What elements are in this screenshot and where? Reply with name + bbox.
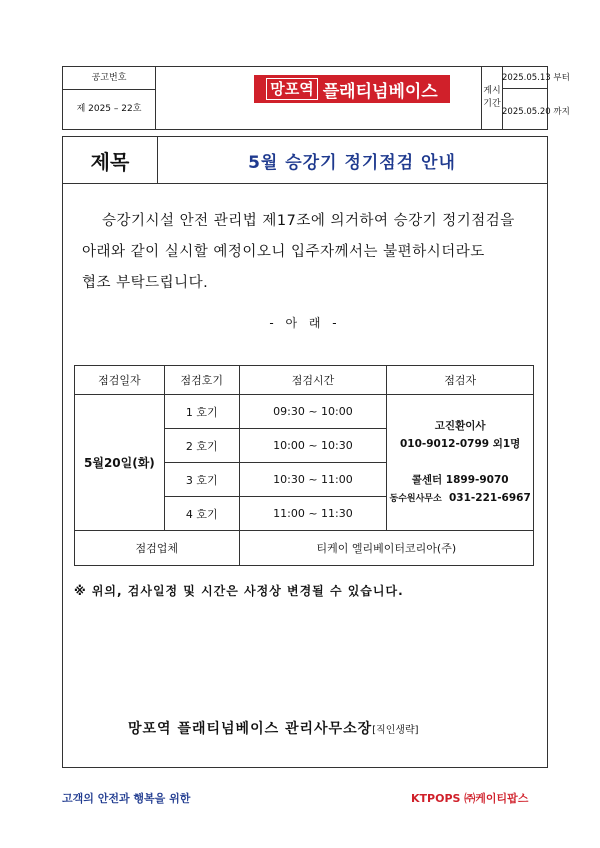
inspector-phone: 010-9012-0799 외1명 <box>399 438 521 450</box>
header-unit: 점검호기 <box>164 366 239 395</box>
notice-number-value: 제 2025 – 22호 <box>76 104 142 114</box>
time-cell: 10:30 ~ 11:00 <box>239 463 387 497</box>
unit-cell: 4 호기 <box>164 497 239 531</box>
footer-company <box>411 790 528 806</box>
schedule-remark: ※ 위의, 검사일정 및 시간은 사정상 변경될 수 있습니다. <box>74 584 404 598</box>
time-cell: 11:00 ~ 11:30 <box>239 497 387 531</box>
inspection-date: 5월20일(화) <box>75 395 165 531</box>
title-box <box>62 136 548 184</box>
footer-brand: KTPOPS <box>411 792 461 805</box>
posting-divider <box>502 88 548 89</box>
paragraph-line: 승강기시설 안전 관리법 제17조에 의거하여 승강기 정기점검을 <box>102 213 515 229</box>
table-header-row <box>75 366 534 395</box>
header-inspector: 점검자 <box>387 366 534 395</box>
title-label: 제목 <box>63 137 158 183</box>
posting-period-label <box>481 67 503 129</box>
inspector-info <box>387 417 533 508</box>
call-center: 콜센터 1899-9070 <box>411 474 509 486</box>
notice-number-label: 공고번호 <box>63 67 155 90</box>
posting-period-values <box>502 67 570 129</box>
stamp-note: [직인생략] <box>372 725 419 736</box>
signature-text: 망포역 플래티넘베이스 관리사무소장 <box>128 721 373 737</box>
building-logo <box>254 75 450 103</box>
table-row <box>75 395 534 429</box>
unit-cell: 2 호기 <box>164 429 239 463</box>
header-time: 점검시간 <box>239 366 387 395</box>
header-date: 점검일자 <box>75 366 165 395</box>
inspector-name: 고진환이사 <box>434 420 486 432</box>
footer-slogan: 고객의 안전과 행복을 위한 <box>62 792 191 805</box>
company-value: 티케이 엘리베이터코리아(주) <box>239 531 533 566</box>
notice-number-cell <box>63 67 156 129</box>
inspector-cell <box>387 395 534 531</box>
logo-text: 플래티넘베이스 <box>322 81 438 102</box>
office-phone: 031-221-6967 <box>449 492 531 504</box>
time-cell: 09:30 ~ 10:00 <box>239 395 387 429</box>
posting-to: 2025.05.20 까지 <box>502 107 570 117</box>
notice-paragraph <box>82 206 542 299</box>
posting-label-line2: 기간 <box>483 99 501 109</box>
logo-badge: 망포역 <box>266 78 317 100</box>
unit-cell: 1 호기 <box>164 395 239 429</box>
inspection-schedule-table <box>74 365 534 566</box>
time-cell: 10:00 ~ 10:30 <box>239 429 387 463</box>
paragraph-line: 협조 부탁드립니다. <box>82 275 209 291</box>
logo-area <box>156 67 481 129</box>
notice-header <box>62 66 570 130</box>
unit-cell: 3 호기 <box>164 463 239 497</box>
signature-line <box>128 718 419 738</box>
footer-company-name: ㈜케이티팝스 <box>464 792 529 805</box>
posting-label-line1: 게시 <box>483 86 501 96</box>
posting-from: 2025.05.13 부터 <box>502 73 570 83</box>
branch-office <box>387 489 533 508</box>
company-row <box>75 531 534 566</box>
notice-title: 5월 승강기 정기점검 안내 <box>248 152 456 173</box>
company-label: 점검업체 <box>75 531 240 566</box>
below-marker: - 아 래 - <box>269 316 341 330</box>
office-label: 동수원사무소 <box>389 494 442 504</box>
paragraph-line: 아래와 같이 실시할 예정이오니 입주자께서는 불편하시더라도 <box>82 244 485 260</box>
